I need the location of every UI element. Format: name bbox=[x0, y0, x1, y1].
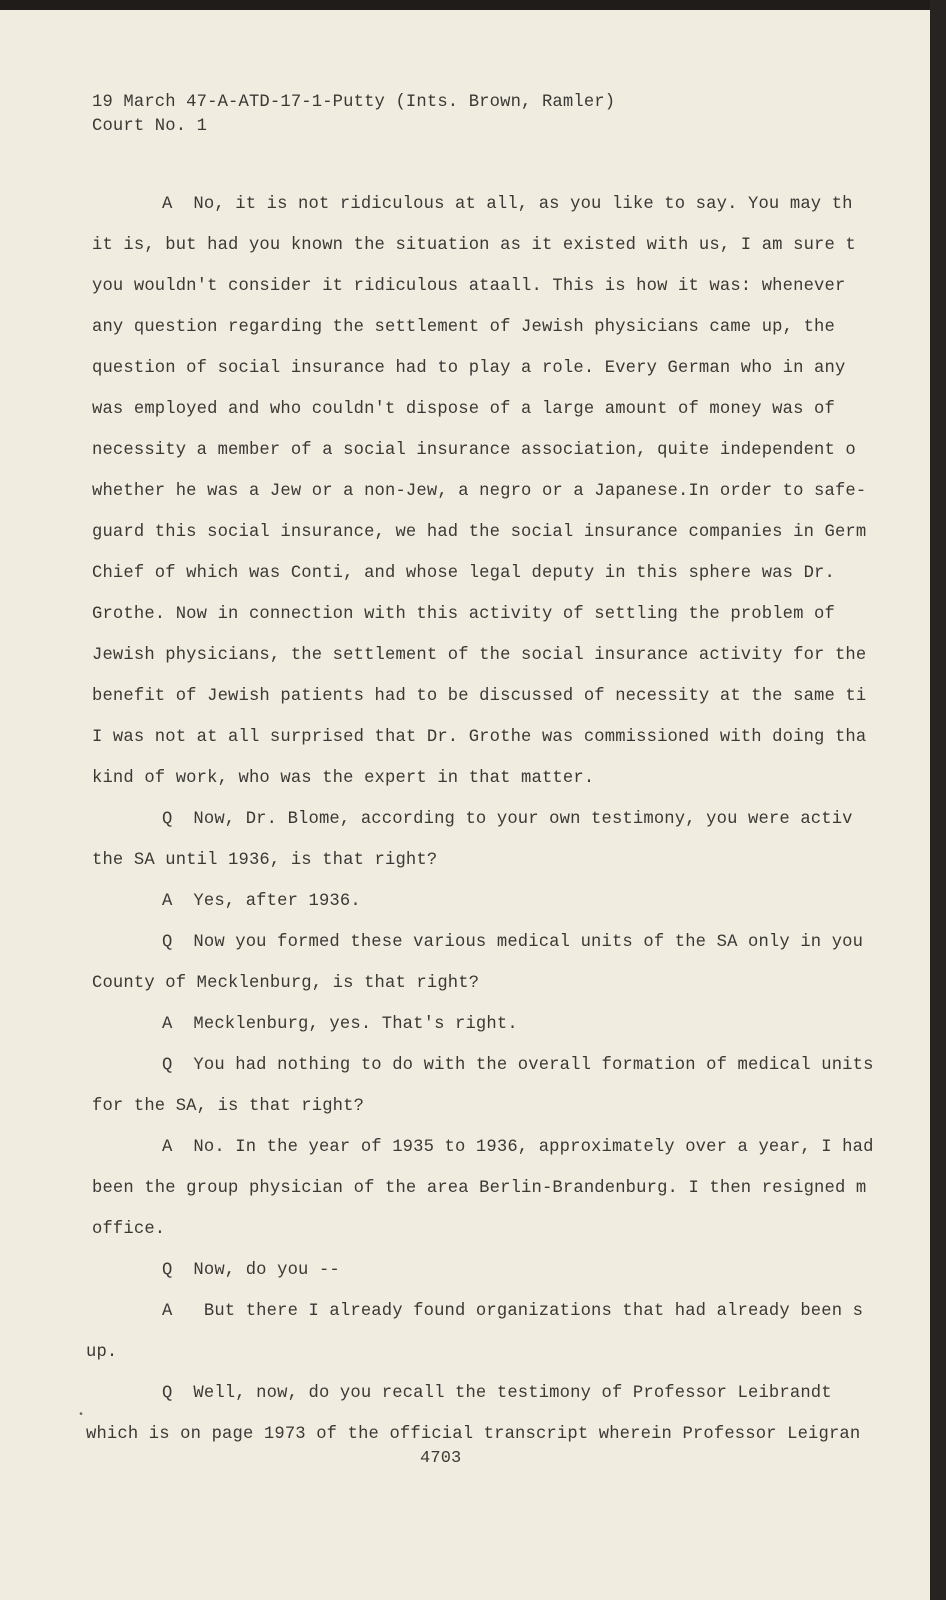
body-line: County of Mecklenburg, is that right? bbox=[92, 974, 480, 993]
body-line: I was not at all surprised that Dr. Grothe was commissioned with doing tha bbox=[92, 728, 867, 747]
body-line: been the group physician of the area Berlin-Brandenburg. I then resigned m bbox=[92, 1179, 867, 1198]
stray-mark: • bbox=[78, 1410, 85, 1421]
body-line: A Yes, after 1936. bbox=[162, 892, 361, 911]
body-line: A No, it is not ridiculous at all, as you like to say. You may th bbox=[162, 195, 853, 214]
body-line: any question regarding the settlement of Jewish physicians came up, the bbox=[92, 318, 835, 337]
body-line: up. bbox=[86, 1343, 118, 1362]
body-line: necessity a member of a social insurance association, quite independent o bbox=[92, 441, 856, 460]
scan-right-edge bbox=[930, 0, 946, 1600]
body-line: A No. In the year of 1935 to 1936, approximately over a year, I had bbox=[162, 1138, 874, 1157]
body-line: question of social insurance had to play a role. Every German who in any bbox=[92, 359, 846, 378]
body-line: whether he was a Jew or a non-Jew, a negro or a Japanese.In order to safe- bbox=[92, 482, 867, 501]
body-line: benefit of Jewish patients had to be discussed of necessity at the same ti bbox=[92, 687, 867, 706]
body-line: Q Now, do you -- bbox=[162, 1261, 340, 1280]
body-line: office. bbox=[92, 1220, 166, 1239]
body-line: Jewish physicians, the settlement of the social insurance activity for the bbox=[92, 646, 867, 665]
body-line: was employed and who couldn't dispose of a large amount of money was of bbox=[92, 400, 835, 419]
body-line: which is on page 1973 of the official transcript wherein Professor Leigran bbox=[86, 1425, 861, 1444]
body-line: you wouldn't consider it ridiculous ataall. This is how it was: whenever bbox=[92, 277, 846, 296]
body-line: A Mecklenburg, yes. That's right. bbox=[162, 1015, 518, 1034]
body-line: Q Well, now, do you recall the testimony of Professor Leibrandt bbox=[162, 1384, 832, 1403]
body-line: the SA until 1936, is that right? bbox=[92, 851, 438, 870]
body-line: Q Now, Dr. Blome, according to your own testimony, you were activ bbox=[162, 810, 853, 829]
page-number: 4703 bbox=[420, 1449, 462, 1468]
header-line-2: Court No. 1 bbox=[92, 117, 208, 136]
scan-top-edge bbox=[0, 0, 946, 10]
body-line: Q Now you formed these various medical units of the SA only in you bbox=[162, 933, 864, 952]
body-line: Chief of which was Conti, and whose legal deputy in this sphere was Dr. bbox=[92, 564, 835, 583]
body-line: for the SA, is that right? bbox=[92, 1097, 365, 1116]
body-line: Q You had nothing to do with the overall formation of medical units bbox=[162, 1056, 874, 1075]
body-line: it is, but had you known the situation as it existed with us, I am sure t bbox=[92, 236, 856, 255]
body-line: guard this social insurance, we had the social insurance companies in Germ bbox=[92, 523, 867, 542]
body-line: kind of work, who was the expert in that matter. bbox=[92, 769, 595, 788]
document-page bbox=[0, 10, 930, 1600]
body-line: A But there I already found organizations that had already been s bbox=[162, 1302, 864, 1321]
header-line-1: 19 March 47-A-ATD-17-1-Putty (Ints. Brown, Ramler) bbox=[92, 93, 616, 112]
body-line: Grothe. Now in connection with this activity of settling the problem of bbox=[92, 605, 835, 624]
